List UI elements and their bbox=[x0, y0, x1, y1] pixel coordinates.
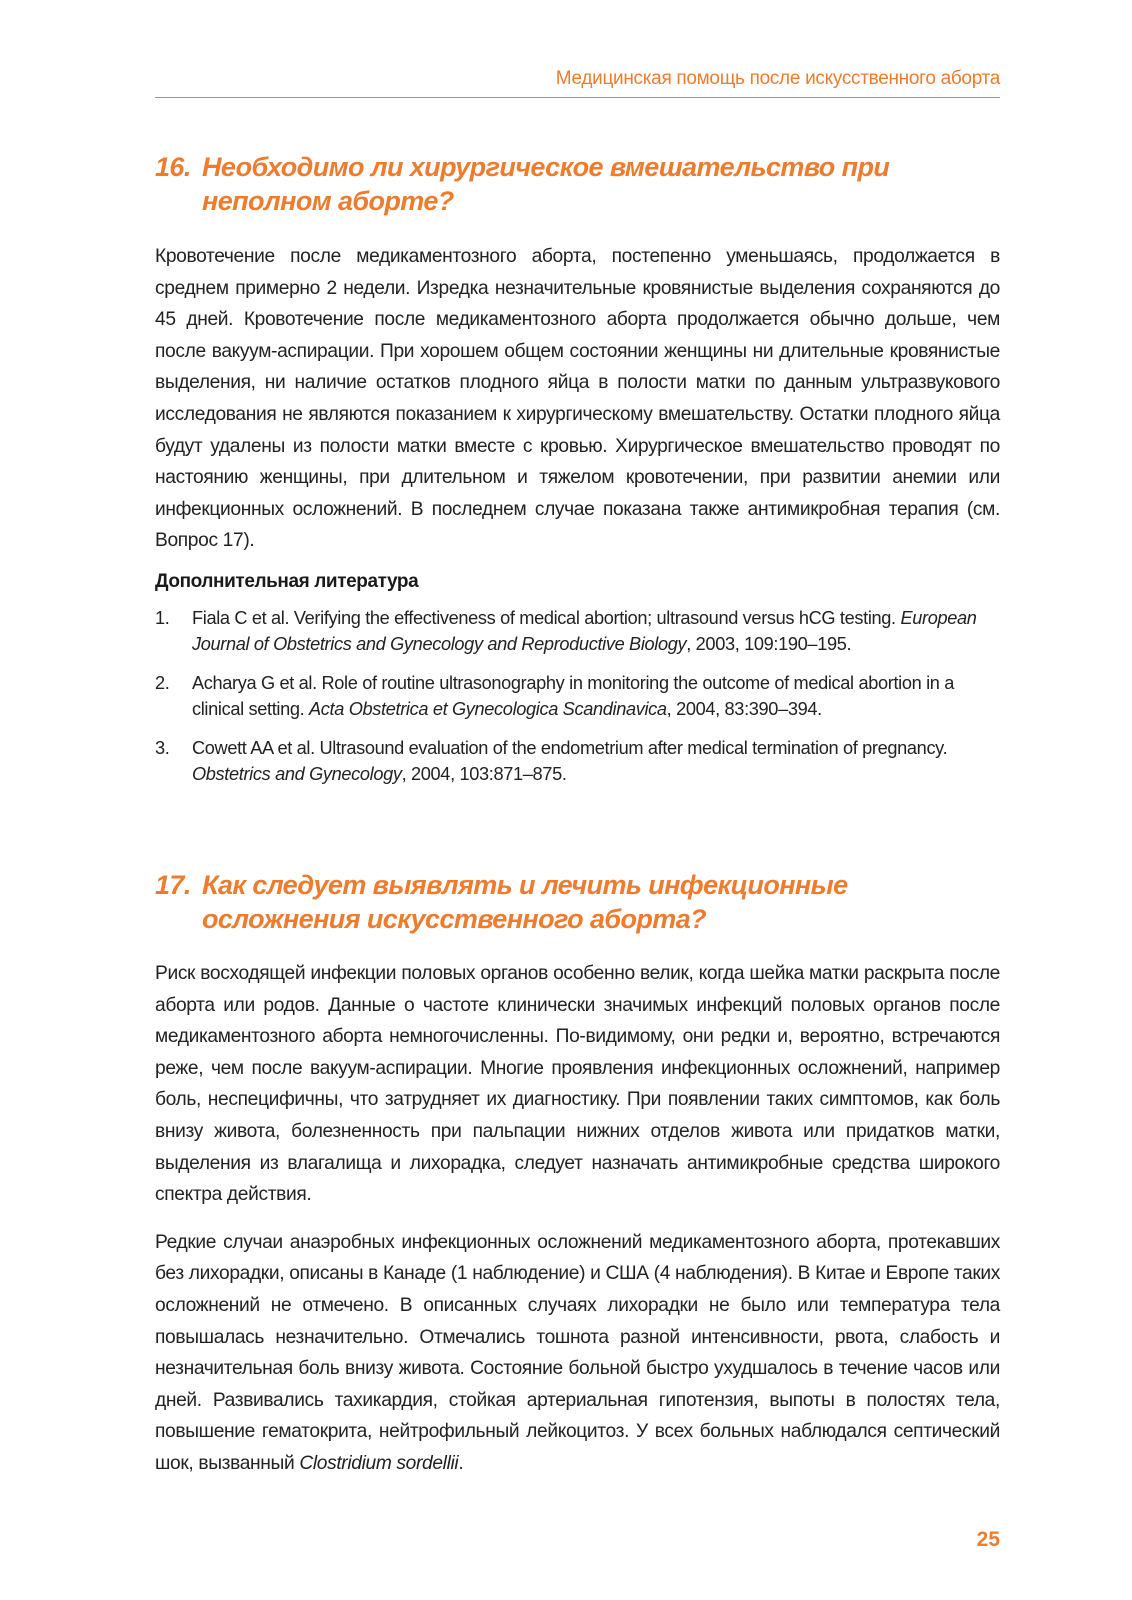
question-16-number: 16. bbox=[155, 152, 191, 182]
question-16-paragraph: Кровотечение после медикаментозного аборта, постепенно уменьшаясь, продолжается в среднем примерно 2 недели. Изредка незначительные кровянистые выделения сохраняются до 45 дней. Кровотечение после медикаментозного аборта продолжается обычно дольше, чем после вакуум-аспирации. При хорошем общем состоянии женщины ни длительные кровянистые выделения, ни наличие остатков плодного яйца в полости матки по данным ультразвукового исследования не являются показанием к хирургическому вмешательству. Остатки плодного яйца будут удалены из полости матки вместе с кровью. Хирургическое вмешательство проводят по настоянию женщины, при длительном и тяжелом кровотечении, при развитии анемии или инфекционных осложнений. В последнем случае показана также антимикробная терапия (см. Вопрос 17). bbox=[155, 246, 1000, 552]
header-divider bbox=[155, 97, 1000, 98]
reference-number: 3. bbox=[155, 737, 170, 758]
question-17-section bbox=[155, 868, 1000, 1480]
reference-item bbox=[155, 605, 1000, 657]
question-16-section bbox=[155, 150, 1000, 800]
question-17-heading bbox=[155, 868, 1000, 936]
reference-journal: Obstetrics and Gynecology bbox=[192, 763, 402, 784]
question-16-title: Необходимо ли хирургическое вмешательство при неполном аборте? bbox=[202, 152, 890, 216]
reference-citation bbox=[192, 605, 1000, 657]
reference-list bbox=[155, 605, 1000, 787]
reference-number: 2. bbox=[155, 672, 170, 693]
question-17-number: 17. bbox=[155, 870, 191, 900]
reference-item bbox=[155, 735, 1000, 787]
reference-text: Acharya G et al. Role of routine ultrasonography in monitoring the outcome of medical abortion in a clinical setting. bbox=[192, 672, 955, 719]
reference-text: Fiala C et al. Verifying the effectiveness of medical abortion; ultrasound versus hCG testing. bbox=[192, 607, 901, 628]
reference-journal: European Journal of Obstetrics and Gynecology and Reproductive Biology bbox=[192, 607, 977, 654]
literature-heading: Дополнительная литература bbox=[155, 570, 419, 592]
question-17-paragraph-1: Риск восходящей инфекции половых органов особенно велик, когда шейка матки раскрыта после аборта или родов. Данные о частоте клинически значимых инфекций половых органов после медикаментозного аборта немногочисленны. По-видимому, они редки и, вероятно, встречаются реже, чем после вакуум-аспирации. Многие проявления инфекционных осложнений, например боль, неспецифичны, что затрудняет их диагностику. При появлении таких симптомов, как боль внизу живота, болезненность при пальпации нижних отделов живота или придатков матки, выделения из влагалища и лихорадка, следует назначать антимикробные средства широкого спектра действия. bbox=[155, 963, 1000, 1206]
reference-details: , 2003, 109:190–195. bbox=[686, 633, 852, 654]
reference-text: Cowett AA et al. Ultrasound evaluation of the endometrium after medical termination of pregnancy. bbox=[192, 737, 948, 758]
reference-item bbox=[155, 670, 1000, 722]
question-17-title: Как следует выявлять и лечить инфекционные осложнения искусственного аборта? bbox=[202, 870, 848, 934]
reference-details: , 2004, 103:871–875. bbox=[401, 763, 567, 784]
paragraph-2-text: Редкие случаи анаэробных инфекционных осложнений медикаментозного аборта, протекавших без лихорадки, описаны в Канаде (1 наблюдение) и США (4 наблюдения). В Китае и Европе таких осложнений не отмечено. В описанных случаях лихорадки не было или температура тела повышалась незначительно. Отмечались тошнота разной интенсивности, рвота, слабость и незначительная боль внизу живота. Состояние больной быстро ухудшалось в течение часов или дней. Развивались тахикардия, стойкая артериальная гипотензия, выпоты в полостях тела, повышение гематокрита, нейтрофильный лейкоцитоз. У всех больных наблюдался септический шок, вызванный bbox=[155, 1231, 1000, 1474]
reference-number: 1. bbox=[155, 607, 170, 628]
reference-details: , 2004, 83:390–394. bbox=[666, 698, 822, 719]
species-name: Clostridium sordellii bbox=[299, 1452, 459, 1474]
reference-citation bbox=[192, 735, 1000, 787]
reference-citation bbox=[192, 670, 1000, 722]
question-17-paragraph-2 bbox=[155, 1227, 1000, 1480]
paragraph-2-end: . bbox=[458, 1452, 464, 1474]
reference-journal: Acta Obstetrica et Gynecologica Scandinavica bbox=[309, 698, 667, 719]
page-number: 25 bbox=[976, 1528, 1000, 1551]
running-header: Медицинская помощь после искусственного аборта bbox=[555, 68, 1000, 89]
question-16-heading bbox=[155, 150, 1000, 218]
